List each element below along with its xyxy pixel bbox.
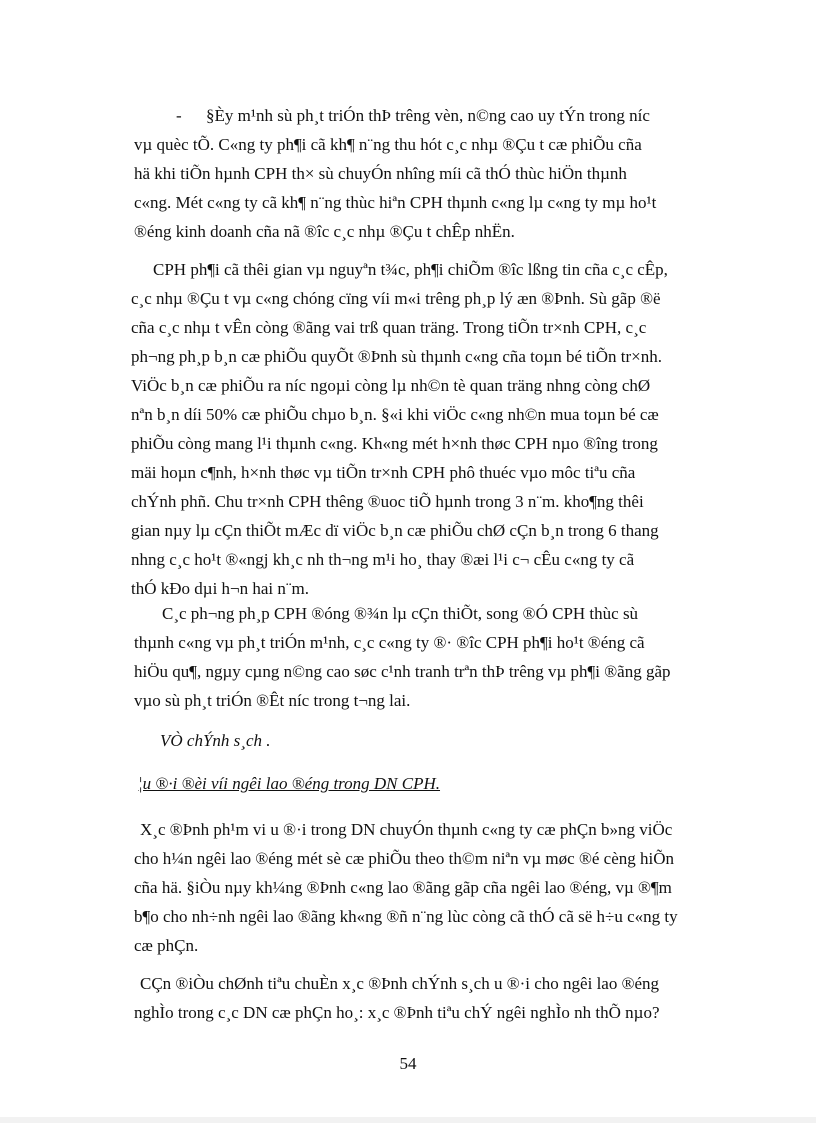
paragraph-scope-preferential: X¸c ®Þnh ph¹m vi u ®·i trong DN chuyÓn thµnh c«ng ty cæ phÇn b»ng viÖc cho h¼n ngêi lao ®éng mét sè cæ phiÕu theo th©m niªn vµ møc ®é cèng hiÕn cña hä. §iÒu nµy kh¼ng ®Þnh c«ng lao ®ãng gãp cña ngêi lao ®éng, vµ ®¶m b¶o cho nh÷nh ngêi lao ®ãng kh«ng ®ñ n¨ng lùc còng cã thÓ cã së h÷u c«ng ty cæ phÇn.: [134, 820, 678, 955]
paragraph-market-development: §Èy m¹nh sù ph¸t triÓn thÞ trêng vèn, n©ng cao uy tÝn trong níc vµ quèc tÕ. C«ng ty ph¶i cã kh¶ n¨ng thu hót c¸c nhµ ®Çu t cæ phiÕu cña hä khi tiÕn hµnh CPH th× sù chuyÓn nhîng míi cã thÓ thùc hiÖn thµnh c«ng. Mét c«ng ty cã kh¶ n¨ng thùc hiªn CPH thµnh c«ng lµ c«ng ty mµ ho¹t ®éng kinh doanh cña nã ®îc c¸c nhµ ®Çu t chÊp nhËn.: [134, 106, 657, 241]
paragraph-cph-time-principles: CPH ph¶i cã thêi gian vµ nguyªn t¾c, ph¶i chiÕm ®îc lßng tin cña c¸c cÊp, c¸c nhµ ®Çu t vµ c«ng chóng cïng víi m«i trêng ph¸p lý æn ®Þnh. Sù gãp ®ë cña c¸c nhµ t vÊn còng ®ãng vai trß quan träng. Trong tiÕn tr×nh CPH, c¸c ph¬ng ph¸p b¸n cæ phiÕu quyÕt ®Þnh sù thµnh c«ng cña toµn bé tiÕn tr×nh. ViÖc b¸n cæ phiÕu ra níc ngoµi còng lµ nh©n tè quan träng nhng còng chØ nªn b¸n díi 50% cæ phiÕu chµo b¸n. §«i khi viÖc c«ng nh©n mua toµn bé cæ phiÕu còng mang l¹i thµnh c«ng. Kh«ng mét h×nh thøc CPH nµo ®îng trong mäi hoµn c¶nh, h×nh thøc vµ tiÕn tr×nh CPH phô thuéc vµo môc tiªu cña chÝnh phñ. Chu tr×nh CPH thêng ®uoc tiÕ hµnh trong 3 n¨m. kho¶ng thêi gian nµy lµ cÇn thiÕt mÆc dï viÖc b¸n cæ phiÕu chØ cÇn b¸n trong 6 thang nhng c¸c ho¹t ®«ngj kh¸c nh th¬ng m¹i ho¸ thay ®æi l¹i c¬ cÊu c«ng ty cã thÓ kÐo dµi h¬n hai n¨m.: [131, 260, 668, 598]
page-bottom-divider: [0, 1117, 816, 1123]
page-number: 54: [399, 1054, 417, 1073]
paragraph-cph-methods: C¸c ph¬ng ph¸p CPH ®óng ®¾n lµ cÇn thiÕt, song ®Ó CPH thùc sù thµnh c«ng vµ ph¸t triÓn m¹nh, c¸c c«ng ty ®· ®îc CPH ph¶i ho¹t ®éng cã hiÖu qu¶, ngµy cµng n©ng cao søc c¹nh tranh trªn thÞ trêng vµ ph¶i ®ãng gãp vµo sù ph¸t triÓn ®Êt níc trong t¬ng lai.: [134, 604, 671, 710]
bullet-paragraph: [134, 101, 734, 251]
bullet-dash: -: [176, 106, 182, 125]
paragraph-adjust-criteria: CÇn ®iÒu chØnh tiªu chuÈn x¸c ®Þnh chÝnh s¸ch u ®·i cho ngêi lao ®éng nghÌo trong c¸c DN cæ phÇn ho¸: x¸c ®Þnh tiªu chÝ ngêi nghÌo nh thÕ nµo?: [134, 974, 660, 1022]
heading-policy: VÒ chÝnh s¸ch .: [160, 731, 271, 750]
heading-preferential-treatment: ¦u ®·i ®èi víi ngêi lao ®éng trong DN CPH.: [138, 774, 441, 793]
